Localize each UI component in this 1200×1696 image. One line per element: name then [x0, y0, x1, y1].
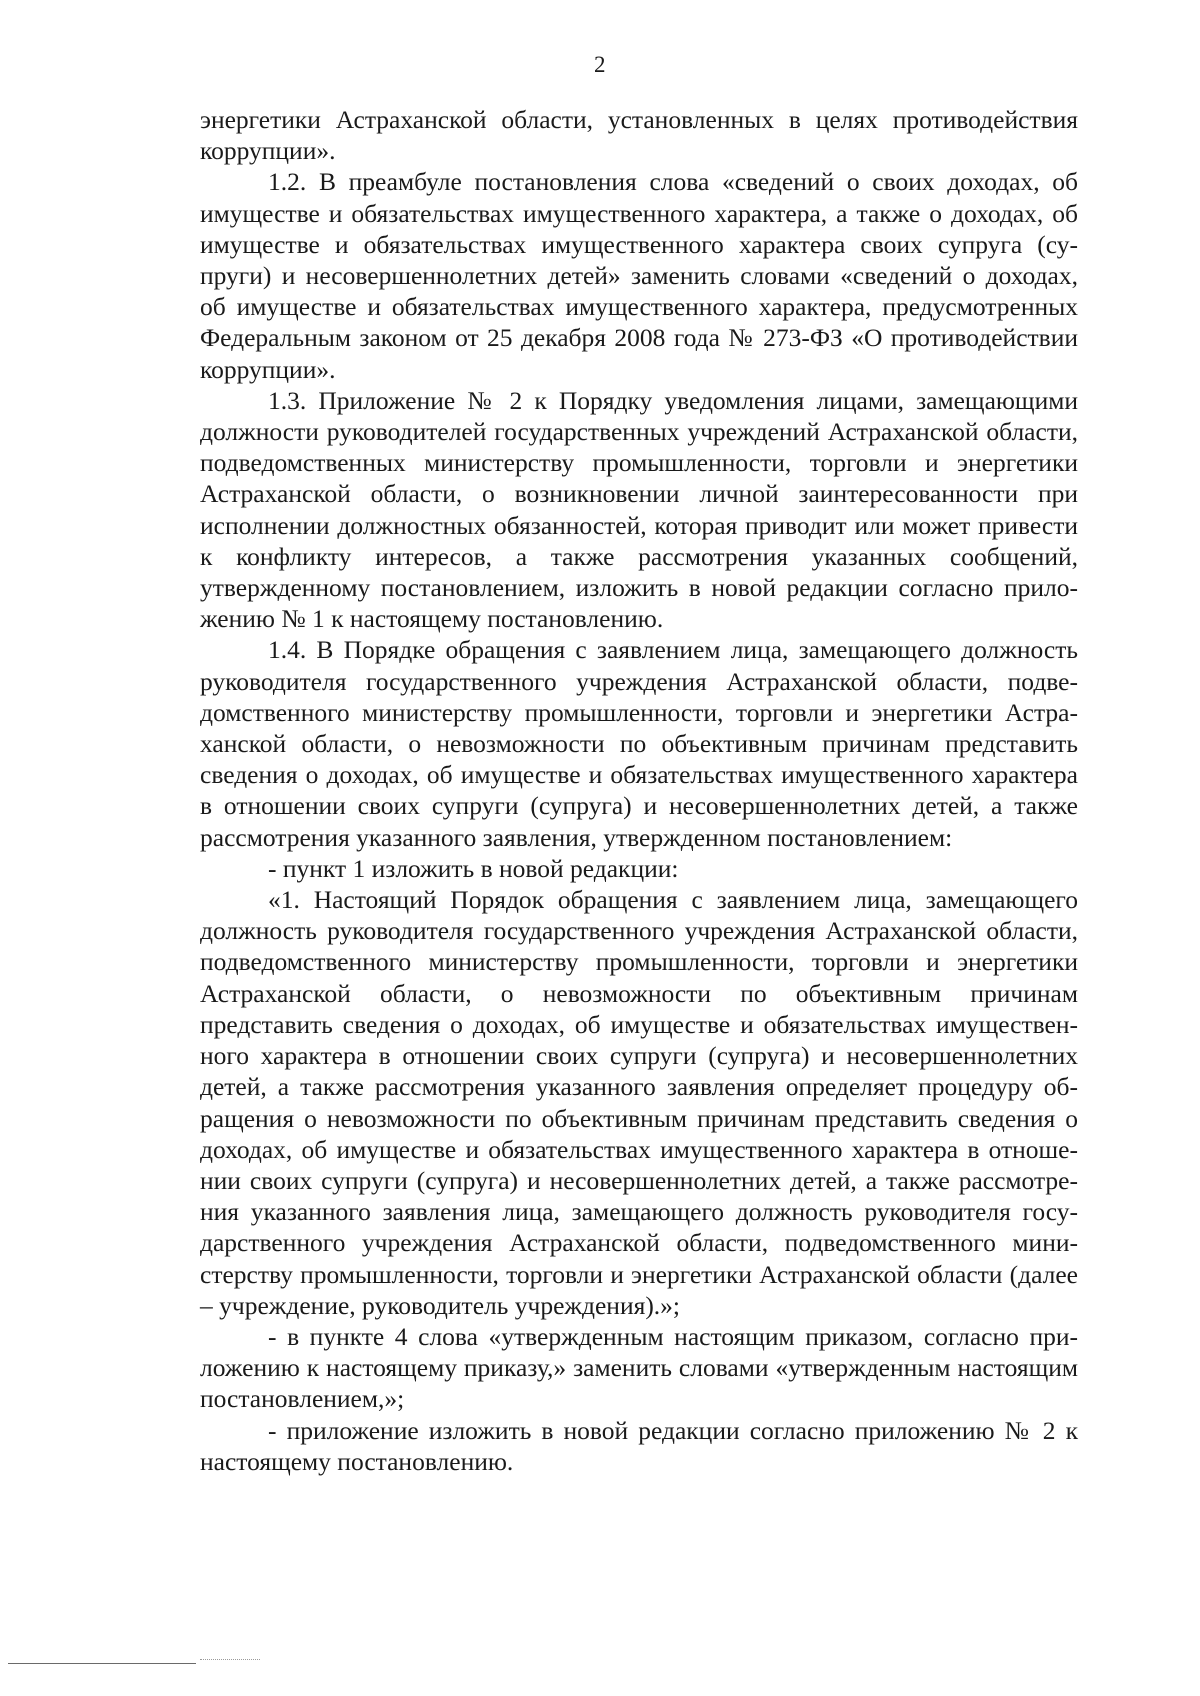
page-number: 2: [594, 52, 606, 77]
paragraph: 1.2. В преамбуле постановления слова «сведений о своих доходах, об имуществе и обязательствах имущественного характера, а также о доходах, об имуществе и обязательствах имущественного характера своих супруга (супруги) и несовершеннолетних детей» заменить словами «сведений о доходах, об имуществе и обязательствах имущественного характера, предусмотренных Федеральным законом от 25 декабря 2008 года № 273-ФЗ «О противодействии коррупции».: [200, 167, 1078, 384]
paragraph: - в пункте 4 слова «утвержденным настоящим приказом, согласно приложению к настоящему приказу,» заменить словами «утвержденным настоящим постановлением,»;: [200, 1321, 1078, 1414]
footer-rule: [8, 1663, 196, 1664]
paragraph: - пункт 1 изложить в новой редакции:: [268, 853, 679, 883]
paragraph: энергетики Астраханской области, установленных в целях противодействия коррупции».: [200, 105, 1078, 166]
paragraph: - приложение изложить в новой редакции согласно приложению № 2 к настоящему постановлению.: [200, 1415, 1078, 1476]
paragraph: 1.3. Приложение № 2 к Порядку уведомления лицами, замещающими должности руководителей государственных учреждений Астраханской области, подведомственных министерству промышленности, торговли и энергетики Астраханской области, о возникновении личной заинтересованности при исполнении должностных обязанностей, которая приводит или может привести к конфликту интересов, а также рассмотрения указанных сообщений, утвержденному постановлением, изложить в новой редакции согласно приложению № 1 к настоящему постановлению.: [200, 385, 1078, 634]
paragraph: 1.4. В Порядке обращения с заявлением лица, замещающего должность руководителя государственного учреждения Астраханской области, подведомственного министерству промышленности, торговли и энергетики Астраханской области, о невозможности по объективным причинам представить сведения о доходах, об имуществе и обязательствах имущественного характера в отношении своих супруги (супруга) и несовершеннолетних детей, а также рассмотрения указанного заявления, утвержденном постановлением:: [200, 635, 1078, 852]
footer-dots: [200, 1659, 260, 1666]
document-body: [200, 104, 1078, 1477]
paragraph: «1. Настоящий Порядок обращения с заявлением лица, замещающего должность руководителя государственного учреждения Астраханской области, подведомственного министерству промышленности, торговли и энергетики Астраханской области, о невозможности по объективным причинам представить сведения о доходах, об имуществе и обязательствах имущественного характера в отношении своих супруги (супруга) и несовершеннолетних детей, а также рассмотрения указанного заявления определяет процедуру обращения о невозможности по объективным причинам представить сведения о доходах, об имуществе и обязательствах имущественного характера в отношении своих супруги (супруга) и несовершеннолетних детей, а также рассмотрения указанного заявления лица, замещающего должность руководителя государственного учреждения Астраханской области, подведомственного министерству промышленности, торговли и энергетики Астраханской области (далее – учреждение, руководитель учреждения).»;: [200, 885, 1078, 1320]
